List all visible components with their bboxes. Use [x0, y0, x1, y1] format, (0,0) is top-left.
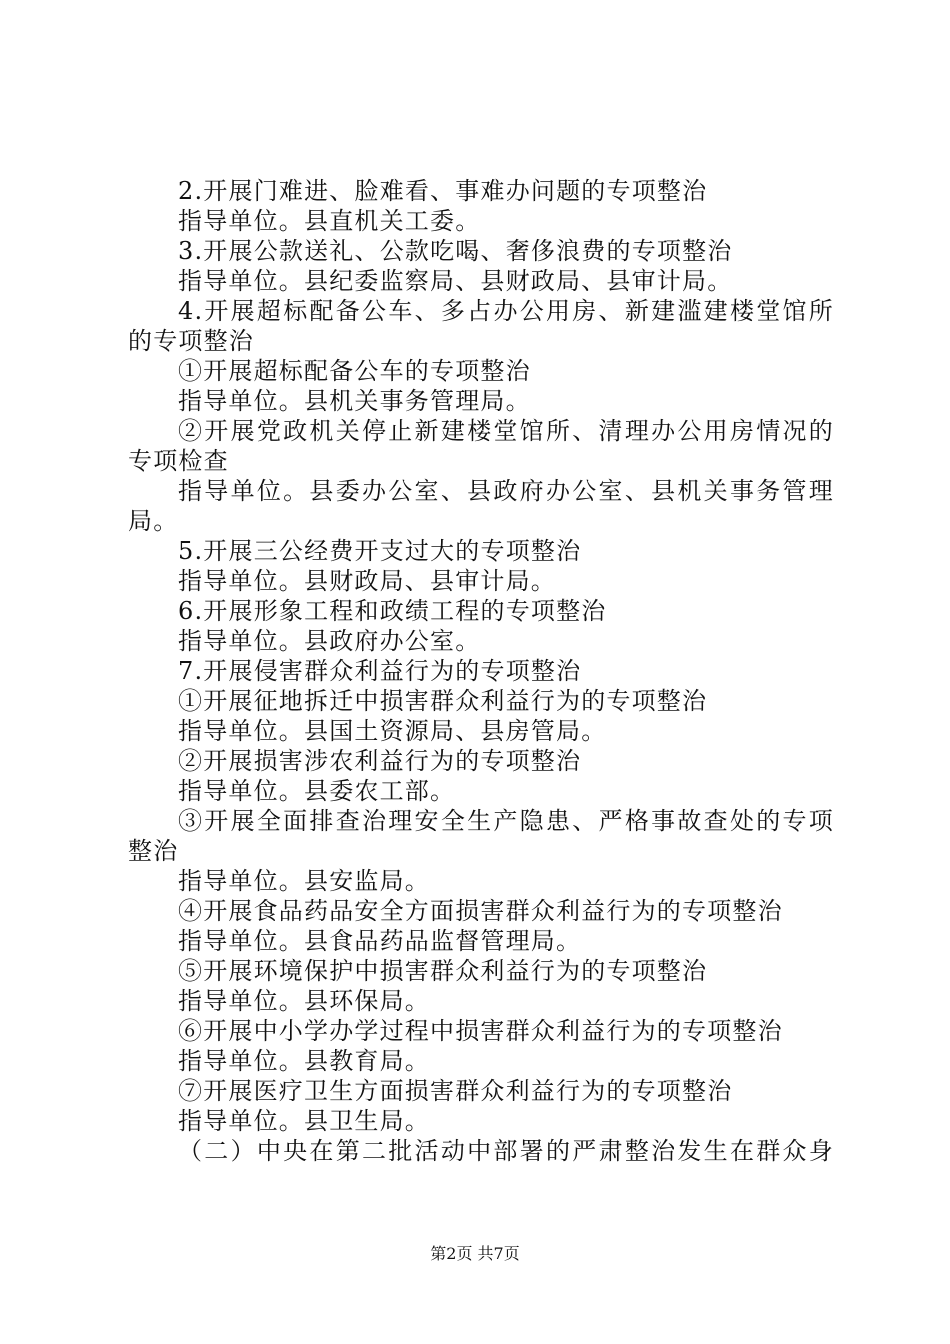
document-body [128, 176, 834, 1166]
text-line: ⑤开展环境保护中损害群众利益行为的专项整治 [178, 957, 708, 985]
text-line: 指导单位。县安监局。 [178, 867, 430, 895]
text-line: （二）中央在第二批活动中部署的严肃整治发生在群众身 [178, 1137, 834, 1165]
text-line: 局。 [128, 507, 179, 535]
text-line: 指导单位。县国土资源局、县房管局。 [178, 717, 607, 745]
text-line: 4.开展超标配备公车、多占办公用房、新建滥建楼堂馆所 [178, 297, 834, 325]
text-line: 7.开展侵害群众利益行为的专项整治 [178, 657, 582, 685]
text-line: 指导单位。县机关事务管理局。 [178, 387, 531, 415]
text-line: 5.开展三公经费开支过大的专项整治 [178, 537, 582, 565]
text-line: ③开展全面排查治理安全生产隐患、严格事故查处的专项 [178, 807, 834, 835]
text-line: ①开展征地拆迁中损害群众利益行为的专项整治 [178, 687, 708, 715]
text-line: 指导单位。县食品药品监督管理局。 [178, 927, 582, 955]
text-line: ②开展党政机关停止新建楼堂馆所、清理办公用房情况的 [178, 417, 834, 445]
text-line: 整治 [128, 837, 179, 865]
page-footer: 第2页 共7页 [430, 1244, 520, 1263]
text-line: ②开展损害涉农利益行为的专项整治 [178, 747, 582, 775]
text-line: ⑥开展中小学办学过程中损害群众利益行为的专项整治 [178, 1017, 783, 1045]
text-line: ⑦开展医疗卫生方面损害群众利益行为的专项整治 [178, 1077, 733, 1105]
text-line: 2.开展门难进、脸难看、事难办问题的专项整治 [178, 177, 708, 205]
text-line: ④开展食品药品安全方面损害群众利益行为的专项整治 [178, 897, 783, 925]
text-line: 指导单位。县直机关工委。 [178, 207, 481, 235]
text-line: 的专项整治 [128, 327, 254, 355]
text-line: 6.开展形象工程和政绩工程的专项整治 [178, 597, 607, 625]
text-line: 3.开展公款送礼、公款吃喝、奢侈浪费的专项整治 [178, 237, 733, 265]
text-line: ①开展超标配备公车的专项整治 [178, 357, 531, 385]
text-line: 指导单位。县委农工部。 [178, 777, 456, 805]
text-line: 指导单位。县纪委监察局、县财政局、县审计局。 [178, 267, 733, 295]
text-line: 指导单位。县教育局。 [178, 1047, 430, 1075]
text-line: 指导单位。县政府办公室。 [178, 627, 481, 655]
text-line: 指导单位。县委办公室、县政府办公室、县机关事务管理 [178, 477, 834, 505]
text-line: 指导单位。县财政局、县审计局。 [178, 567, 556, 595]
text-line: 专项检查 [128, 447, 229, 475]
text-line: 指导单位。县卫生局。 [178, 1107, 430, 1135]
text-line: 指导单位。县环保局。 [178, 987, 430, 1015]
